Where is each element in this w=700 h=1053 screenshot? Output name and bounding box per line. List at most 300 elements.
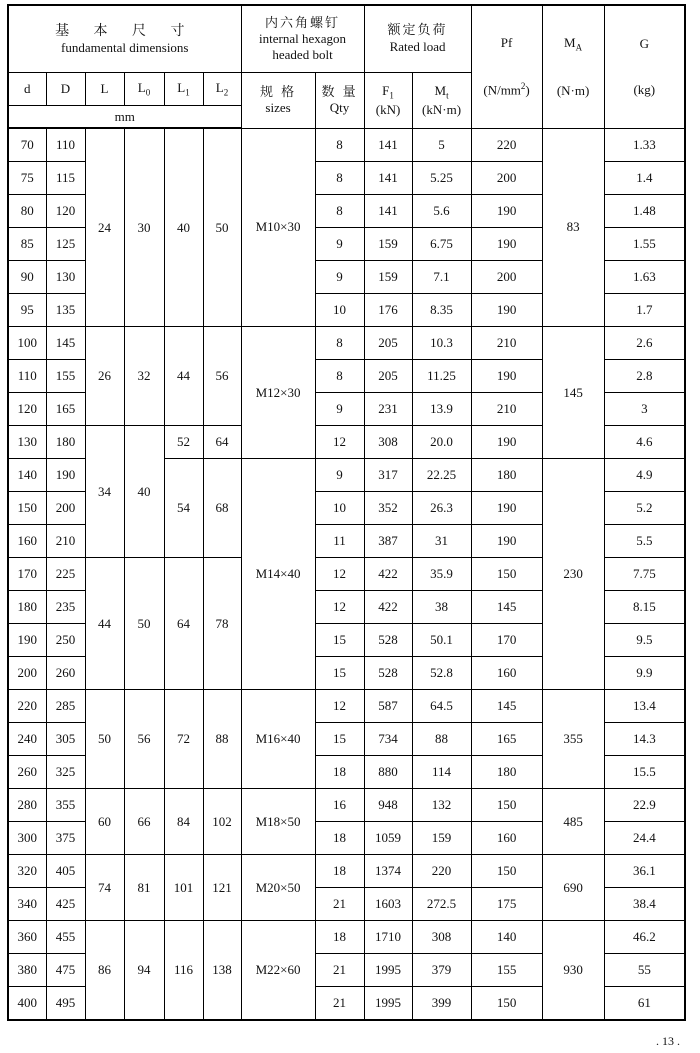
cell-pf: 200 bbox=[471, 261, 542, 294]
cell-d: 200 bbox=[46, 492, 85, 525]
pf-unit-sup: 2 bbox=[520, 81, 526, 92]
cell-d: 180 bbox=[46, 426, 85, 459]
cell-qty: 21 bbox=[315, 987, 364, 1021]
cell-f1: 528 bbox=[364, 624, 412, 657]
cell-f1: 1710 bbox=[364, 921, 412, 954]
cell-d: 170 bbox=[8, 558, 46, 591]
cell-mt: 114 bbox=[412, 756, 471, 789]
table-row bbox=[8, 921, 685, 954]
L0-sub: 0 bbox=[145, 87, 151, 98]
cell-qty: 18 bbox=[315, 855, 364, 888]
cell-pf: 210 bbox=[471, 393, 542, 426]
cell-l1: 64 bbox=[164, 558, 203, 690]
cell-qty: 8 bbox=[315, 162, 364, 195]
cell-d: 115 bbox=[46, 162, 85, 195]
cell-g: 15.5 bbox=[604, 756, 685, 789]
cell-g: 7.75 bbox=[604, 558, 685, 591]
cell-qty: 21 bbox=[315, 888, 364, 921]
cell-d: 95 bbox=[8, 294, 46, 327]
table-row bbox=[8, 855, 685, 888]
cell-qty: 8 bbox=[315, 195, 364, 228]
cell-d: 120 bbox=[8, 393, 46, 426]
cell-g: 3 bbox=[604, 393, 685, 426]
cell-g: 13.4 bbox=[604, 690, 685, 723]
cell-g: 46.2 bbox=[604, 921, 685, 954]
cell-d: 380 bbox=[8, 954, 46, 987]
cell-l2: 102 bbox=[203, 789, 241, 855]
cell-qty: 11 bbox=[315, 525, 364, 558]
fundamental-dimensions-header bbox=[8, 5, 241, 73]
cell-f1: 308 bbox=[364, 426, 412, 459]
cell-mt: 38 bbox=[412, 591, 471, 624]
ma-label bbox=[543, 35, 604, 53]
cell-d: 110 bbox=[46, 128, 85, 162]
cell-d: 210 bbox=[46, 525, 85, 558]
col-L1-header bbox=[164, 73, 203, 106]
cell-pf: 145 bbox=[471, 591, 542, 624]
ma-header bbox=[542, 5, 604, 128]
cell-f1: 422 bbox=[364, 591, 412, 624]
cell-d: 155 bbox=[46, 360, 85, 393]
cell-pf: 150 bbox=[471, 855, 542, 888]
cell-qty: 15 bbox=[315, 657, 364, 690]
cell-pf: 190 bbox=[471, 294, 542, 327]
cell-l1: 40 bbox=[164, 128, 203, 327]
cell-pf: 220 bbox=[471, 128, 542, 162]
cell-f1: 948 bbox=[364, 789, 412, 822]
cell-pf: 150 bbox=[471, 987, 542, 1021]
cell-qty: 10 bbox=[315, 492, 364, 525]
cell-mt: 159 bbox=[412, 822, 471, 855]
col-mt-header bbox=[412, 73, 471, 129]
table-row bbox=[8, 327, 685, 360]
cell-qty: 9 bbox=[315, 459, 364, 492]
rated-load-header bbox=[364, 5, 471, 73]
cell-ma: 485 bbox=[542, 789, 604, 855]
cell-g: 1.33 bbox=[604, 128, 685, 162]
cell-d: 145 bbox=[46, 327, 85, 360]
cell-f1: 422 bbox=[364, 558, 412, 591]
pf-unit bbox=[472, 81, 542, 98]
cell-g: 1.48 bbox=[604, 195, 685, 228]
cell-f1: 141 bbox=[364, 195, 412, 228]
cell-l1: 101 bbox=[164, 855, 203, 921]
cell-l2: 138 bbox=[203, 921, 241, 1021]
cell-g: 36.1 bbox=[604, 855, 685, 888]
cell-g: 5.2 bbox=[604, 492, 685, 525]
col-D-header: D bbox=[46, 73, 85, 106]
cell-bolt: M22×60 bbox=[241, 921, 315, 1021]
cell-f1: 141 bbox=[364, 128, 412, 162]
g-unit: (kg) bbox=[633, 81, 656, 97]
sizes-cn-label: 规 格 bbox=[259, 84, 297, 100]
cell-qty: 8 bbox=[315, 128, 364, 162]
cell-qty: 18 bbox=[315, 822, 364, 855]
cell-f1: 205 bbox=[364, 360, 412, 393]
cell-mt: 13.9 bbox=[412, 393, 471, 426]
L2-base: L bbox=[215, 79, 224, 95]
mm-unit-label: mm bbox=[8, 106, 241, 129]
cell-d: 375 bbox=[46, 822, 85, 855]
cell-d: 135 bbox=[46, 294, 85, 327]
cell-d: 100 bbox=[8, 327, 46, 360]
ma-base: M bbox=[564, 34, 576, 50]
cell-d: 360 bbox=[8, 921, 46, 954]
cell-l0: 81 bbox=[124, 855, 164, 921]
ma-unit: (N·m) bbox=[556, 83, 590, 99]
cell-l: 86 bbox=[85, 921, 124, 1021]
cell-qty: 15 bbox=[315, 624, 364, 657]
cell-d: 405 bbox=[46, 855, 85, 888]
bolt-cn-label: 内六角螺钉 bbox=[265, 15, 341, 31]
cell-bolt: M14×40 bbox=[241, 459, 315, 690]
cell-g: 24.4 bbox=[604, 822, 685, 855]
cell-g: 9.5 bbox=[604, 624, 685, 657]
specification-table bbox=[7, 4, 686, 1021]
f1-label bbox=[365, 83, 412, 101]
cell-mt: 308 bbox=[412, 921, 471, 954]
cell-d: 475 bbox=[46, 954, 85, 987]
cell-qty: 12 bbox=[315, 558, 364, 591]
qty-cn-label: 数 量 bbox=[321, 84, 358, 100]
cell-g: 1.55 bbox=[604, 228, 685, 261]
cell-pf: 150 bbox=[471, 789, 542, 822]
qty-en-label: Qty bbox=[329, 100, 350, 116]
ma-sub: A bbox=[575, 42, 583, 53]
cell-g: 9.9 bbox=[604, 657, 685, 690]
cell-d: 400 bbox=[8, 987, 46, 1021]
cell-f1: 352 bbox=[364, 492, 412, 525]
cell-g: 1.4 bbox=[604, 162, 685, 195]
bolt-en-label-1: internal hexagon bbox=[259, 31, 347, 47]
cell-bolt: M16×40 bbox=[241, 690, 315, 789]
cell-f1: 528 bbox=[364, 657, 412, 690]
cell-pf: 165 bbox=[471, 723, 542, 756]
cell-d: 425 bbox=[46, 888, 85, 921]
cell-g: 22.9 bbox=[604, 789, 685, 822]
cell-d: 220 bbox=[8, 690, 46, 723]
cell-d: 75 bbox=[8, 162, 46, 195]
cell-mt: 272.5 bbox=[412, 888, 471, 921]
cell-d: 150 bbox=[8, 492, 46, 525]
cell-g: 4.6 bbox=[604, 426, 685, 459]
cell-mt: 379 bbox=[412, 954, 471, 987]
cell-d: 165 bbox=[46, 393, 85, 426]
cell-d: 200 bbox=[8, 657, 46, 690]
cell-g: 61 bbox=[604, 987, 685, 1021]
cell-qty: 18 bbox=[315, 756, 364, 789]
cell-mt: 399 bbox=[412, 987, 471, 1021]
cell-l0: 32 bbox=[124, 327, 164, 426]
cell-d: 305 bbox=[46, 723, 85, 756]
cell-g: 1.7 bbox=[604, 294, 685, 327]
sizes-en-label: sizes bbox=[265, 100, 291, 116]
cell-qty: 9 bbox=[315, 228, 364, 261]
cell-bolt: M18×50 bbox=[241, 789, 315, 855]
mt-unit: (kN·m) bbox=[422, 101, 462, 117]
mt-base: M bbox=[434, 83, 447, 99]
cell-d: 225 bbox=[46, 558, 85, 591]
f1-unit: (kN) bbox=[375, 101, 401, 117]
g-header bbox=[604, 5, 685, 128]
cell-l: 26 bbox=[85, 327, 124, 426]
cell-mt: 88 bbox=[412, 723, 471, 756]
cell-pf: 190 bbox=[471, 426, 542, 459]
col-sizes-header bbox=[241, 73, 315, 129]
load-cn-label: 额定负荷 bbox=[387, 23, 448, 39]
cell-g: 38.4 bbox=[604, 888, 685, 921]
cell-l1: 84 bbox=[164, 789, 203, 855]
cell-pf: 155 bbox=[471, 954, 542, 987]
table-row bbox=[8, 690, 685, 723]
cell-f1: 1995 bbox=[364, 987, 412, 1021]
cell-pf: 180 bbox=[471, 459, 542, 492]
cell-l2: 68 bbox=[203, 459, 241, 558]
table-header bbox=[8, 5, 685, 128]
cell-f1: 880 bbox=[364, 756, 412, 789]
cell-l0: 94 bbox=[124, 921, 164, 1021]
cell-qty: 12 bbox=[315, 591, 364, 624]
cell-mt: 52.8 bbox=[412, 657, 471, 690]
cell-l: 24 bbox=[85, 128, 124, 327]
cell-pf: 190 bbox=[471, 525, 542, 558]
cell-d: 85 bbox=[8, 228, 46, 261]
cell-pf: 170 bbox=[471, 624, 542, 657]
cell-pf: 190 bbox=[471, 360, 542, 393]
cell-l1: 44 bbox=[164, 327, 203, 426]
cell-mt: 31 bbox=[412, 525, 471, 558]
cell-f1: 231 bbox=[364, 393, 412, 426]
cell-mt: 10.3 bbox=[412, 327, 471, 360]
L2-sub: 2 bbox=[223, 87, 229, 98]
cell-mt: 220 bbox=[412, 855, 471, 888]
cell-mt: 5.25 bbox=[412, 162, 471, 195]
col-f1-header bbox=[364, 73, 412, 129]
cell-l2: 78 bbox=[203, 558, 241, 690]
pf-unit-close: ) bbox=[525, 82, 530, 98]
cell-qty: 8 bbox=[315, 360, 364, 393]
cell-d: 240 bbox=[8, 723, 46, 756]
cell-d: 120 bbox=[46, 195, 85, 228]
cell-l2: 121 bbox=[203, 855, 241, 921]
cell-l2: 50 bbox=[203, 128, 241, 327]
f1-sub: 1 bbox=[389, 90, 394, 101]
cell-l1: 72 bbox=[164, 690, 203, 789]
col-L-header: L bbox=[85, 73, 124, 106]
cell-d: 190 bbox=[46, 459, 85, 492]
pf-unit-text: (N/mm bbox=[483, 82, 521, 98]
cell-bolt: M12×30 bbox=[241, 327, 315, 459]
cell-d: 300 bbox=[8, 822, 46, 855]
load-en-label: Rated load bbox=[389, 39, 446, 54]
cell-d: 260 bbox=[8, 756, 46, 789]
cell-d: 110 bbox=[8, 360, 46, 393]
cell-pf: 160 bbox=[471, 822, 542, 855]
cell-l2: 64 bbox=[203, 426, 241, 459]
cell-pf: 175 bbox=[471, 888, 542, 921]
cell-d: 180 bbox=[8, 591, 46, 624]
cell-qty: 12 bbox=[315, 426, 364, 459]
L1-base: L bbox=[177, 79, 186, 95]
cell-d: 355 bbox=[46, 789, 85, 822]
cell-d: 320 bbox=[8, 855, 46, 888]
dims-en-label: fundamental dimensions bbox=[61, 39, 189, 55]
cell-g: 2.6 bbox=[604, 327, 685, 360]
cell-ma: 930 bbox=[542, 921, 604, 1021]
g-label: G bbox=[639, 36, 649, 52]
col-qty-header bbox=[315, 73, 364, 129]
cell-qty: 16 bbox=[315, 789, 364, 822]
bolt-header bbox=[241, 5, 364, 73]
cell-l1: 116 bbox=[164, 921, 203, 1021]
cell-qty: 8 bbox=[315, 327, 364, 360]
cell-f1: 734 bbox=[364, 723, 412, 756]
cell-d: 455 bbox=[46, 921, 85, 954]
cell-qty: 15 bbox=[315, 723, 364, 756]
cell-qty: 9 bbox=[315, 261, 364, 294]
cell-l2: 56 bbox=[203, 327, 241, 426]
cell-d: 130 bbox=[46, 261, 85, 294]
L0-base: L bbox=[137, 79, 146, 95]
cell-mt: 5 bbox=[412, 128, 471, 162]
cell-d: 495 bbox=[46, 987, 85, 1021]
cell-mt: 26.3 bbox=[412, 492, 471, 525]
cell-bolt: M20×50 bbox=[241, 855, 315, 921]
cell-f1: 1374 bbox=[364, 855, 412, 888]
cell-f1: 205 bbox=[364, 327, 412, 360]
cell-l: 50 bbox=[85, 690, 124, 789]
bolt-en-label-2: headed bolt bbox=[272, 46, 333, 62]
cell-pf: 190 bbox=[471, 228, 542, 261]
cell-d: 250 bbox=[46, 624, 85, 657]
cell-qty: 12 bbox=[315, 690, 364, 723]
cell-d: 340 bbox=[8, 888, 46, 921]
cell-d: 160 bbox=[8, 525, 46, 558]
dims-cn-label: 基 本 尺 寸 bbox=[55, 22, 195, 39]
table-row bbox=[8, 128, 685, 162]
cell-l0: 30 bbox=[124, 128, 164, 327]
cell-l0: 66 bbox=[124, 789, 164, 855]
cell-d: 280 bbox=[8, 789, 46, 822]
cell-ma: 230 bbox=[542, 459, 604, 690]
cell-f1: 159 bbox=[364, 261, 412, 294]
cell-pf: 140 bbox=[471, 921, 542, 954]
cell-mt: 50.1 bbox=[412, 624, 471, 657]
cell-f1: 1995 bbox=[364, 954, 412, 987]
cell-l2: 88 bbox=[203, 690, 241, 789]
cell-pf: 190 bbox=[471, 195, 542, 228]
cell-g: 8.15 bbox=[604, 591, 685, 624]
cell-d: 285 bbox=[46, 690, 85, 723]
cell-mt: 22.25 bbox=[412, 459, 471, 492]
cell-pf: 200 bbox=[471, 162, 542, 195]
cell-ma: 83 bbox=[542, 128, 604, 327]
cell-g: 4.9 bbox=[604, 459, 685, 492]
cell-f1: 1059 bbox=[364, 822, 412, 855]
cell-pf: 150 bbox=[471, 558, 542, 591]
cell-g: 2.8 bbox=[604, 360, 685, 393]
cell-mt: 11.25 bbox=[412, 360, 471, 393]
cell-f1: 159 bbox=[364, 228, 412, 261]
cell-mt: 20.0 bbox=[412, 426, 471, 459]
cell-f1: 1603 bbox=[364, 888, 412, 921]
cell-l: 60 bbox=[85, 789, 124, 855]
col-L2-header bbox=[203, 73, 241, 106]
cell-f1: 141 bbox=[364, 162, 412, 195]
cell-qty: 9 bbox=[315, 393, 364, 426]
mt-label bbox=[413, 83, 471, 101]
cell-mt: 7.1 bbox=[412, 261, 471, 294]
cell-g: 14.3 bbox=[604, 723, 685, 756]
cell-qty: 21 bbox=[315, 954, 364, 987]
cell-l0: 56 bbox=[124, 690, 164, 789]
cell-d: 140 bbox=[8, 459, 46, 492]
pf-header bbox=[471, 5, 542, 128]
cell-pf: 180 bbox=[471, 756, 542, 789]
cell-mt: 8.35 bbox=[412, 294, 471, 327]
L1-sub: 1 bbox=[185, 87, 190, 98]
cell-bolt: M10×30 bbox=[241, 128, 315, 327]
cell-l0: 50 bbox=[124, 558, 164, 690]
cell-ma: 145 bbox=[542, 327, 604, 459]
pf-label: Pf bbox=[500, 35, 513, 51]
cell-d: 325 bbox=[46, 756, 85, 789]
cell-mt: 35.9 bbox=[412, 558, 471, 591]
cell-mt: 132 bbox=[412, 789, 471, 822]
cell-pf: 190 bbox=[471, 492, 542, 525]
cell-d: 260 bbox=[46, 657, 85, 690]
cell-l1: 52 bbox=[164, 426, 203, 459]
cell-d: 125 bbox=[46, 228, 85, 261]
page-number: . 13 . bbox=[656, 1034, 680, 1048]
cell-qty: 18 bbox=[315, 921, 364, 954]
cell-g: 5.5 bbox=[604, 525, 685, 558]
cell-l: 44 bbox=[85, 558, 124, 690]
cell-d: 130 bbox=[8, 426, 46, 459]
cell-d: 190 bbox=[8, 624, 46, 657]
cell-g: 1.63 bbox=[604, 261, 685, 294]
cell-f1: 176 bbox=[364, 294, 412, 327]
table-body bbox=[8, 128, 685, 1020]
cell-pf: 210 bbox=[471, 327, 542, 360]
table-row bbox=[8, 789, 685, 822]
cell-mt: 5.6 bbox=[412, 195, 471, 228]
cell-f1: 387 bbox=[364, 525, 412, 558]
cell-l: 74 bbox=[85, 855, 124, 921]
cell-d: 235 bbox=[46, 591, 85, 624]
cell-f1: 317 bbox=[364, 459, 412, 492]
cell-mt: 64.5 bbox=[412, 690, 471, 723]
cell-mt: 6.75 bbox=[412, 228, 471, 261]
cell-g: 55 bbox=[604, 954, 685, 987]
cell-l1: 54 bbox=[164, 459, 203, 558]
cell-d: 80 bbox=[8, 195, 46, 228]
cell-d: 90 bbox=[8, 261, 46, 294]
mt-sub: t bbox=[446, 90, 449, 101]
cell-l: 34 bbox=[85, 426, 124, 558]
cell-qty: 10 bbox=[315, 294, 364, 327]
cell-d: 70 bbox=[8, 128, 46, 162]
cell-f1: 587 bbox=[364, 690, 412, 723]
col-L0-header bbox=[124, 73, 164, 106]
col-d-header: d bbox=[8, 73, 46, 106]
cell-pf: 145 bbox=[471, 690, 542, 723]
cell-l0: 40 bbox=[124, 426, 164, 558]
cell-pf: 160 bbox=[471, 657, 542, 690]
cell-ma: 690 bbox=[542, 855, 604, 921]
f1-base: F bbox=[382, 83, 390, 99]
cell-ma: 355 bbox=[542, 690, 604, 789]
